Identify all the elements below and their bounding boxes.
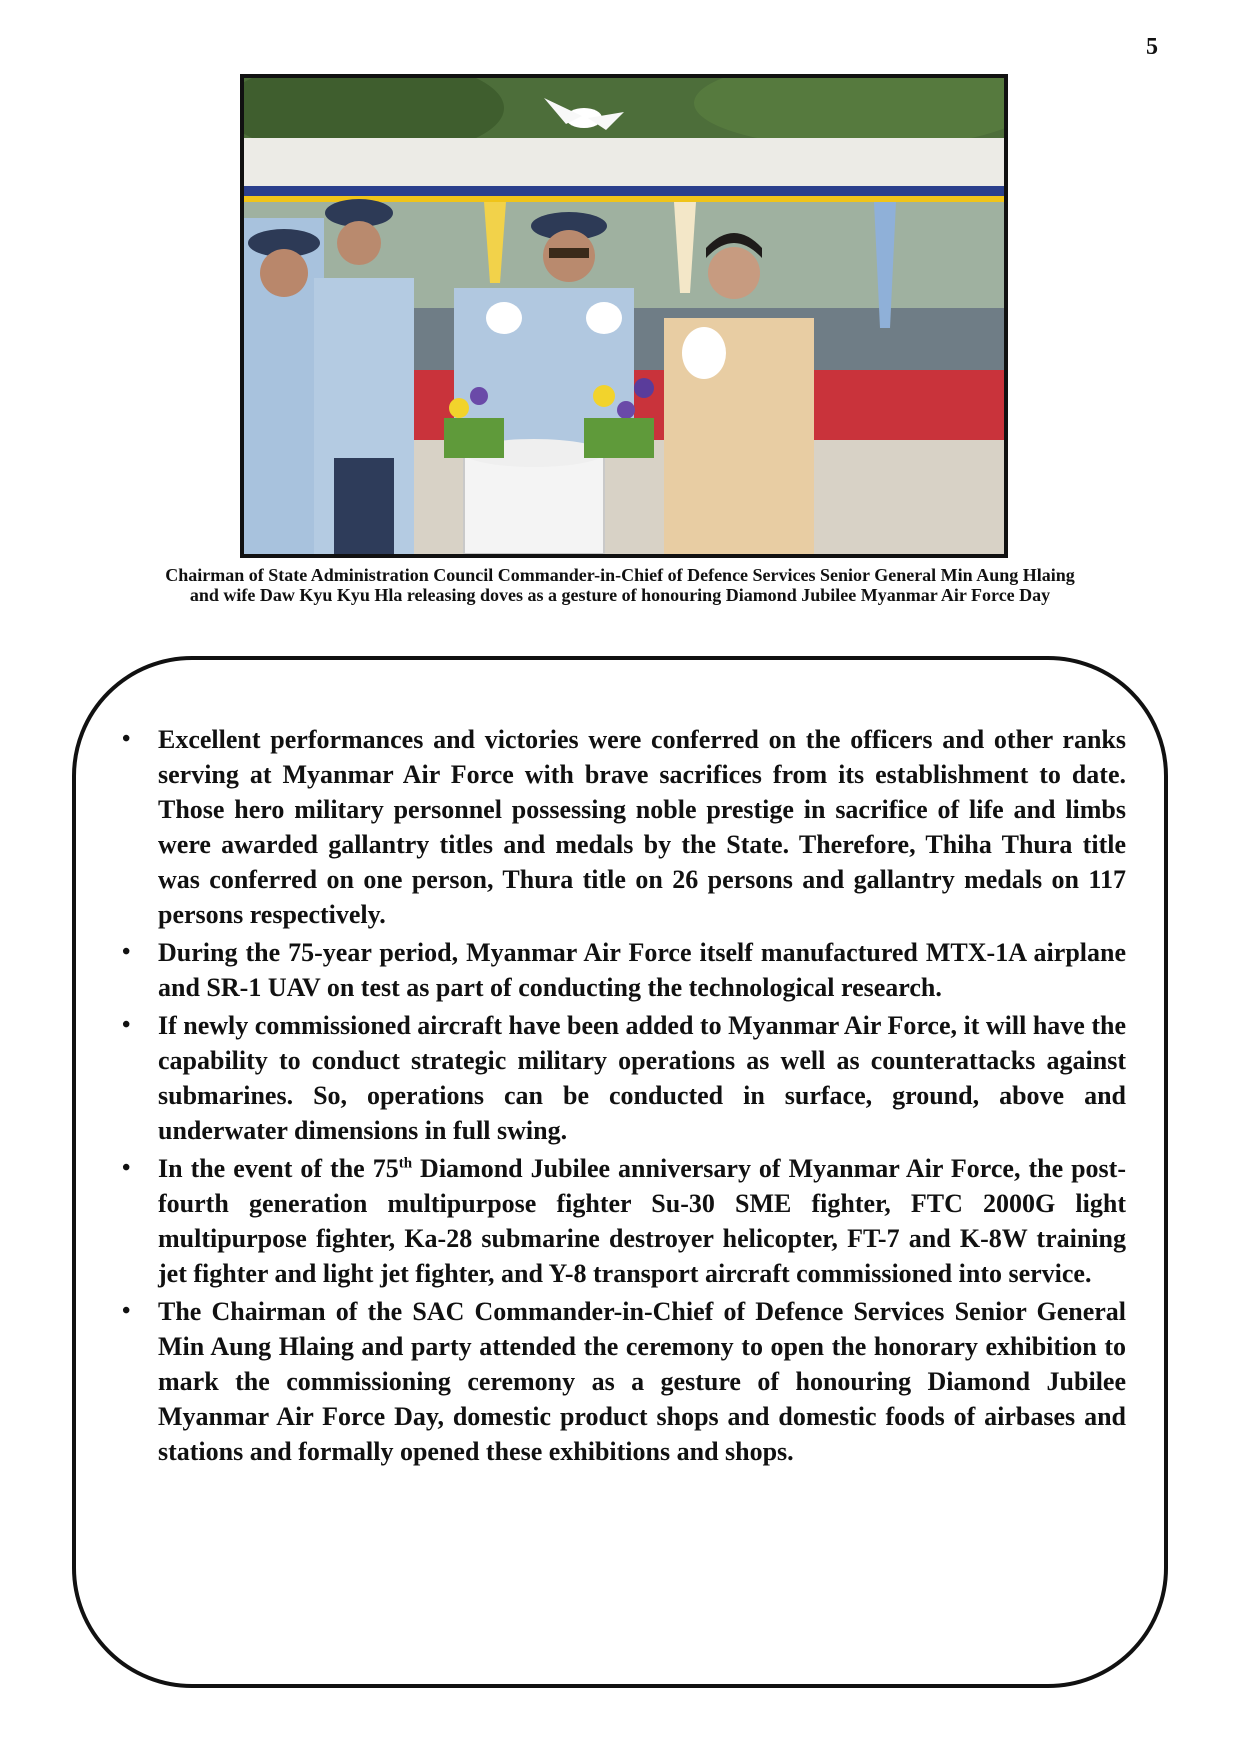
bullet-icon: • (122, 939, 131, 965)
bullet-list (116, 722, 1126, 1472)
bullet-text: Excellent performances and victories were conferred on the officers and other ranks serving at Myanmar Air Force with brave sacrifices from its establishment to date. Those hero military personnel possessing noble prestige in sacrifice of life and limbs were awarded gallantry titles and medals by the State. Therefore, Thiha Thura title was conferred on one person, Thura title on 26 persons and gallantry medals on 117 persons respectively. (158, 725, 1126, 929)
bullet-text: The Chairman of the SAC Commander-in-Chief of Defence Services Senior General Min Aung Hlaing and party attended the ceremony to open the honorary exhibition to mark the commissioning ceremony as a gesture of honouring Diamond Jubilee Myanmar Air Force Day, domestic product shops and domestic foods of airbases and stations and formally opened these exhibitions and shops. (158, 1297, 1126, 1466)
bullet-icon: • (122, 1298, 131, 1324)
bullet-text-after: Diamond Jubilee anniversary of Myanmar Air Force, the post-fourth generation multipurpose fighter Su-30 SME fighter, FTC 2000G light multipurpose fighter, Ka-28 submarine destroyer helicopter, FT-7 and K-8W training jet fighter and light jet fighter, and Y-8 transport aircraft commissioned into service. (158, 1154, 1126, 1288)
ordinal-superscript: th (398, 1155, 413, 1172)
bullet-icon: • (122, 1155, 131, 1181)
list-item (116, 722, 1126, 932)
bullet-text: During the 75-year period, Myanmar Air Force itself manufactured MTX-1A airplane and SR-1 UAV on test as part of conducting the technological research. (158, 938, 1126, 1002)
dove-release-photo (244, 78, 1004, 554)
photo-caption: Chairman of State Administration Council Commander-in-Chief of Defence Services Senior General Min Aung Hlaing and wife Daw Kyu Kyu Hla releasing doves as a gesture of honouring Diamond Jubilee Myanmar Air Force Day (165, 565, 1075, 605)
bullet-text (158, 1154, 1126, 1288)
list-item (116, 1294, 1126, 1469)
bullet-text: If newly commissioned aircraft have been added to Myanmar Air Force, it will have the capability to conduct strategic military operations as well as counterattacks against submarines. So, operations can be conducted in surface, ground, above and underwater dimensions in full swing. (158, 1011, 1126, 1145)
list-item (116, 935, 1126, 1005)
page-number: 5 (1146, 34, 1158, 60)
bullet-icon: • (122, 1012, 131, 1038)
bullet-text-before: In the event of the 75 (158, 1154, 399, 1183)
list-item (116, 1008, 1126, 1148)
bullet-icon: • (122, 726, 131, 752)
ceremony-photo (240, 74, 1008, 558)
list-item (116, 1151, 1126, 1291)
